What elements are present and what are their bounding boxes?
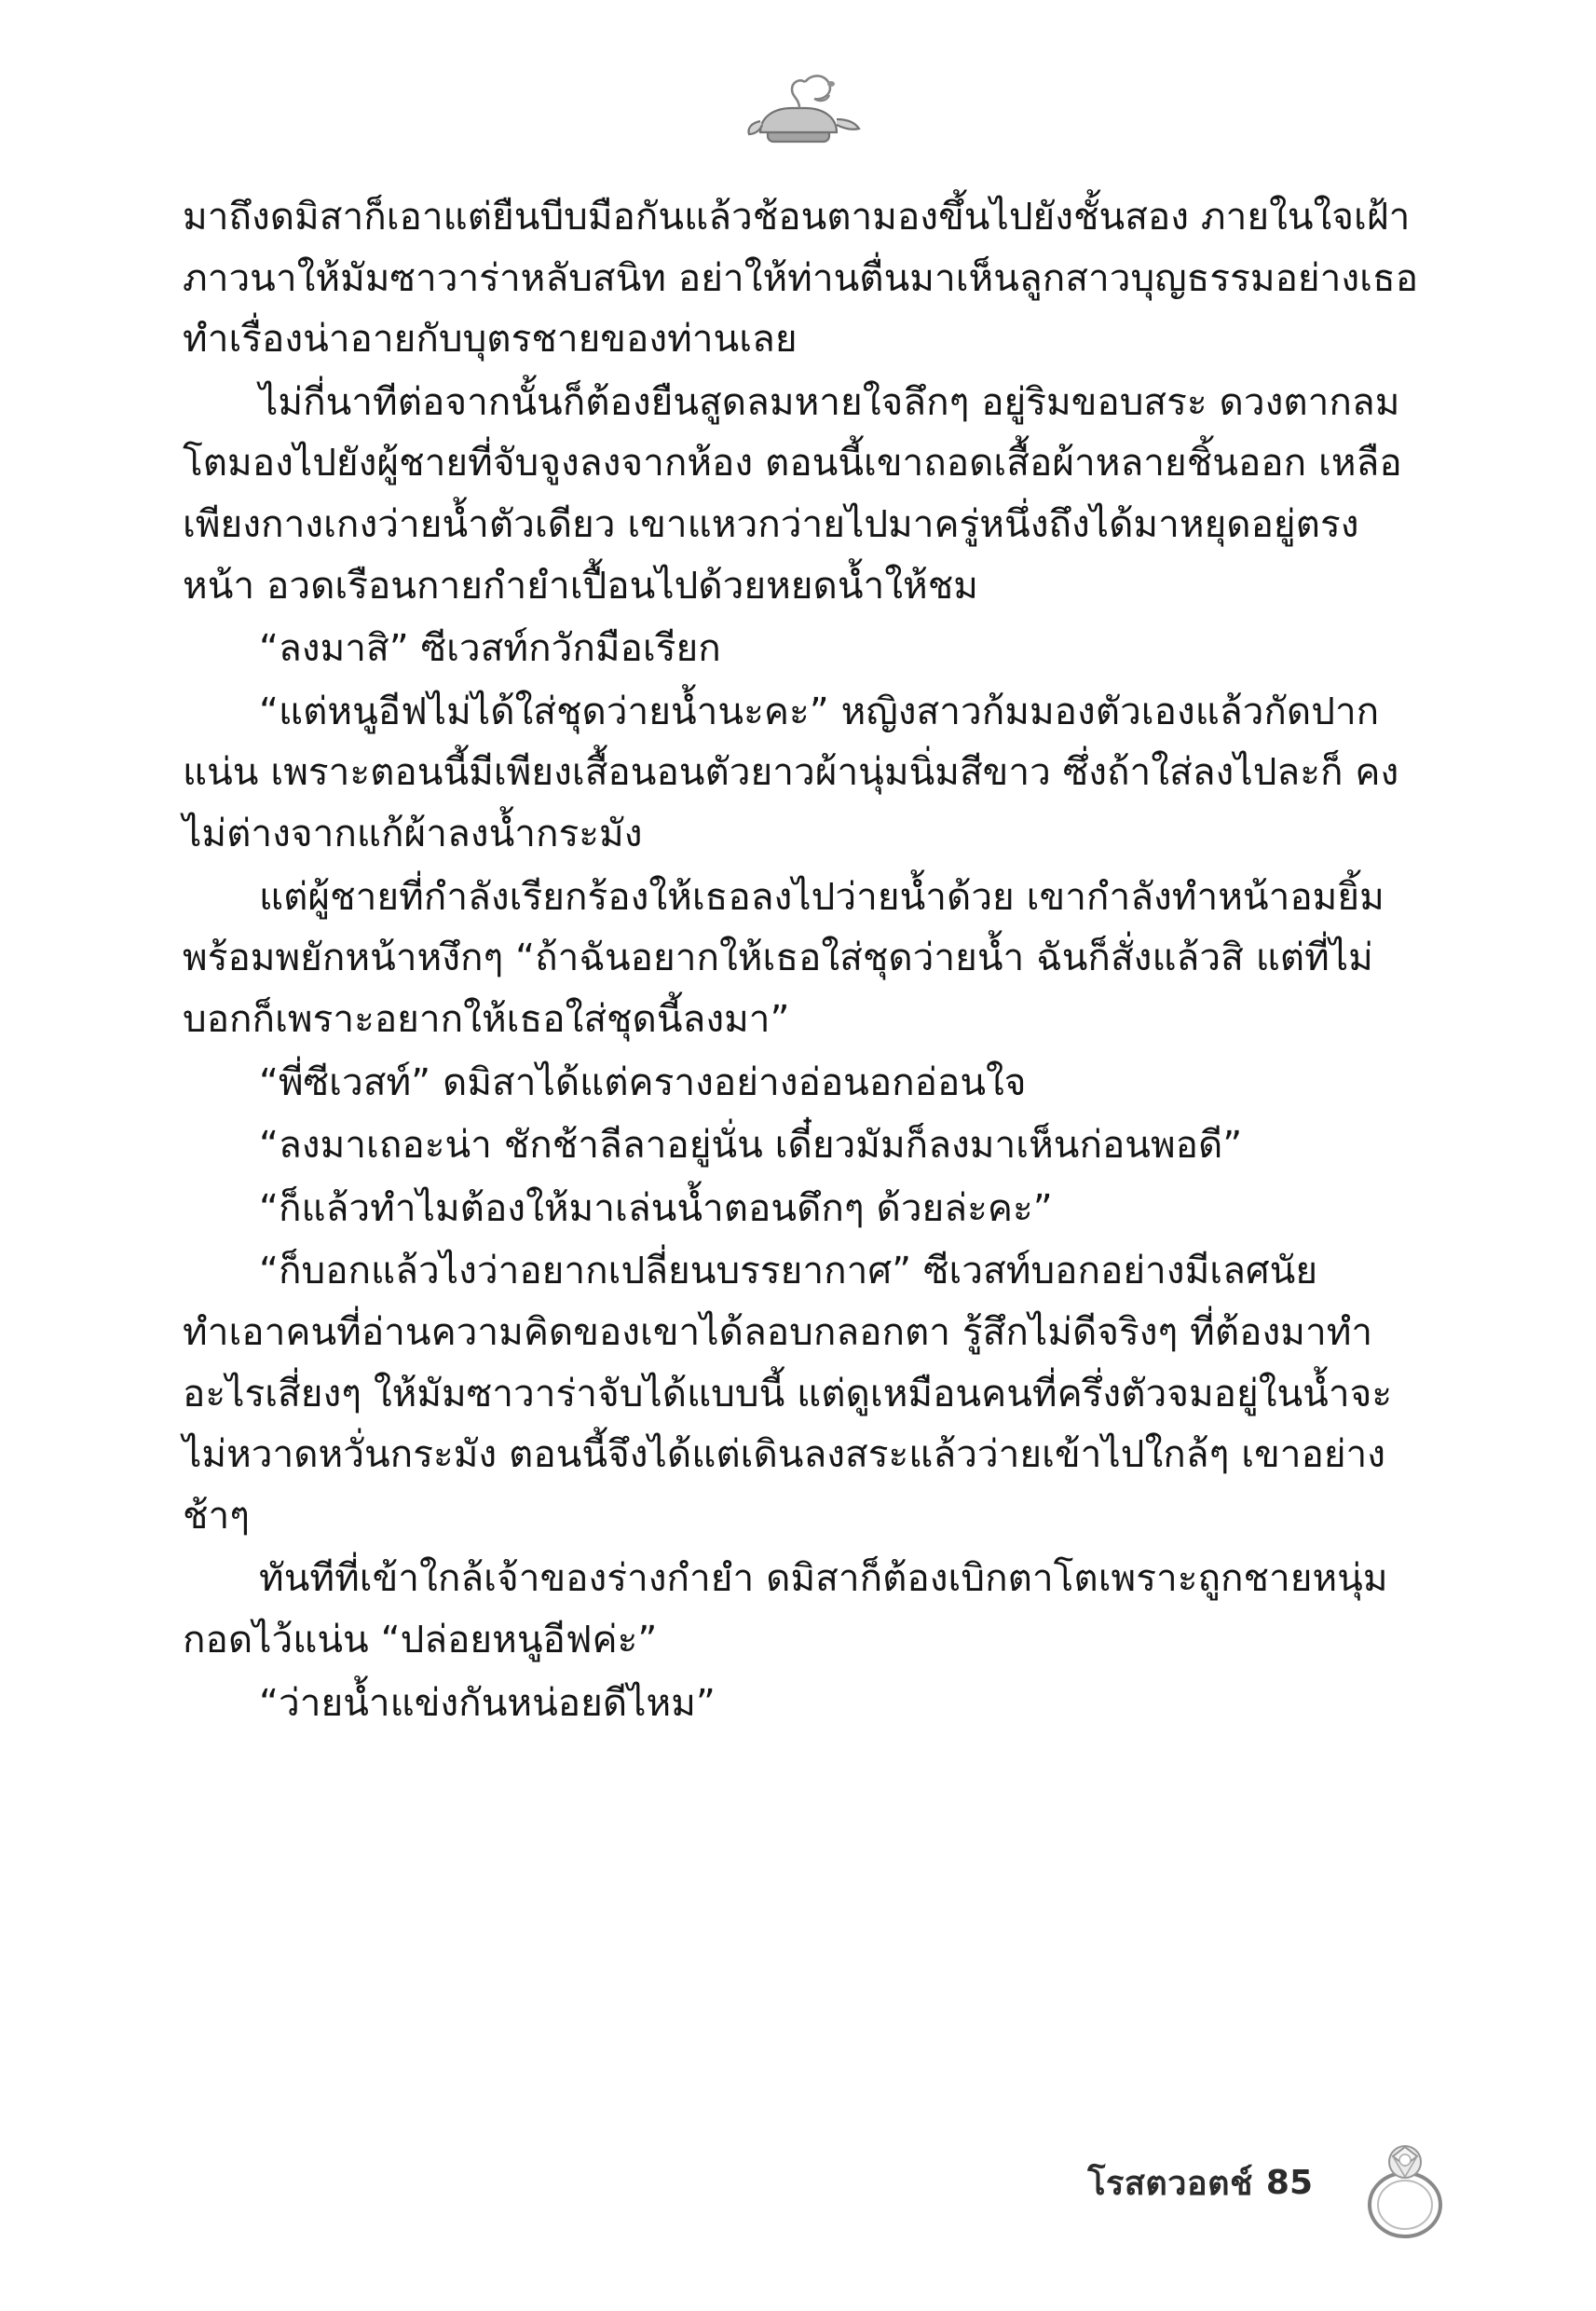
paragraph: “ก็บอกแล้วไงว่าอยากเปลี่ยนบรรยากาศ” ซีเวสท์บอกอย่างมีเลศนัย ทำเอาคนที่อ่านความคิดของเขาได้ลอบกลอกตา รู้สึกไม่ดีจริงๆ ที่ต้องมาทำอะไรเสี่ยงๆ ให้มัมซาวาร่าจับได้แบบนี้ แต่ดูเหมือนคนที่ครึ่งตัวจมอยู่ในน้ำจะไม่หวาดหวั่นกระมัง ตอนนี้จึงได้แต่เดินลงสระแล้วว่ายเข้าไปใกล้ๆ เขาอย่างช้าๆ (183, 1248, 1393, 1538)
paragraph: “ก็แล้วทำไมต้องให้มาเล่นน้ำตอนดึกๆ ด้วยล่ะคะ” (259, 1184, 1053, 1230)
paragraph: “แต่หนูอีฟไม่ได้ใส่ชุดว่ายน้ำนะคะ” หญิงสาวก้มมองตัวเองแล้วกัดปากแน่น เพราะตอนนี้มีเพียงเสื้อนอนตัวยาวผ้านุ่มนิ่มสีขาว ซึ่งถ้าใส่ลงไปละก็ คงไม่ต่างจากแก้ผ้าลงน้ำกระมัง (183, 688, 1399, 856)
page-number: 85 (1265, 2163, 1313, 2202)
paragraph: มาถึงดมิสาก็เอาแต่ยืนบีบมือกันแล้วช้อนตามองขึ้นไปยังชั้นสอง ภายในใจเฝ้าภาวนาให้มัมซาวาร่าหลับสนิท อย่าให้ท่านตื่นมาเห็นลูกสาวบุญธรรมอย่างเธอทำเรื่องน่าอายกับบุตรชายของท่านเลย (183, 194, 1419, 362)
paragraph: “ว่ายน้ำแข่งกันหน่อยดีไหม” (259, 1679, 716, 1725)
paragraph: ไม่กี่นาทีต่อจากนั้นก็ต้องยืนสูดลมหายใจลึกๆ อยู่ริมขอบสระ ดวงตากลมโตมองไปยังผู้ชายที่จับจูงลงจากห้อง ตอนนี้เขาถอดเสื้อผ้าหลายชิ้นออก เหลือเพียงกางเกงว่ายน้ำตัวเดียว เขาแหวกว่ายไปมาครู่หนึ่งถึงได้มาหยุดอยู่ตรงหน้า อวดเรือนกายกำยำเปื้อนไปด้วยหยดน้ำให้ชม (183, 378, 1402, 608)
paragraph: แต่ผู้ชายที่กำลังเรียกร้องให้เธอลงไปว่ายน้ำด้วย เขากำลังทำหน้าอมยิ้มพร้อมพยักหน้าหงึกๆ “ถ้าฉันอยากให้เธอใส่ชุดว่ายน้ำ ฉันก็สั่งแล้วสิ แต่ที่ไม่บอกก็เพราะอยากให้เธอใส่ชุดนี้ลงมา” (183, 873, 1385, 1041)
paragraph: “ลงมาเถอะน่า ชักช้าลีลาอยู่นั่น เดี๋ยวมัมก็ลงมาเห็นก่อนพอดี” (259, 1122, 1243, 1168)
paragraph: “พี่ซีเวสท์” ดมิสาได้แต่ครางอย่างอ่อนอกอ่อนใจ (259, 1059, 1027, 1104)
genie-lamp-icon (719, 56, 878, 168)
diamond-ring-icon (1335, 2134, 1475, 2244)
header-ornament (0, 0, 1596, 186)
paragraph: ทันทีที่เข้าใกล้เจ้าของร่างกำยำ ดมิสาก็ต้องเบิกตาโตเพราะถูกชายหนุ่มกอดไว้แน่น “ปล่อยหนูอีฟค่ะ” (183, 1555, 1388, 1662)
page-footer (0, 2078, 1596, 2311)
footer-content (1087, 2134, 1475, 2231)
page-body (0, 186, 1596, 2078)
paragraph: “ลงมาสิ” ซีเวสท์กวักมือเรียก (259, 625, 721, 671)
book-title: โรสตวอตช์ (1087, 2164, 1253, 2203)
